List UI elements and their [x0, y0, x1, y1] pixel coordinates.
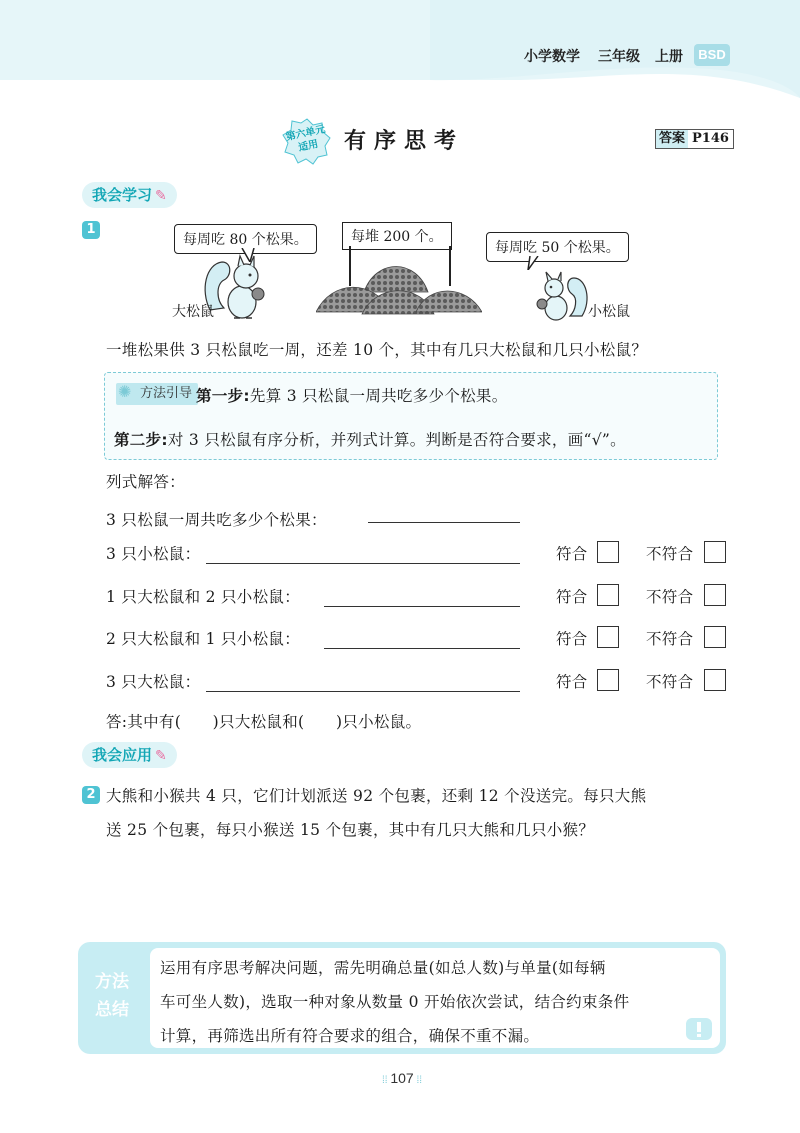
page-title: 有序思考 [344, 129, 465, 154]
edition-badge: BSD [694, 44, 730, 66]
small-squirrel-illustration [530, 268, 590, 324]
option-row-3-not-fit-label: 不符合 [646, 630, 694, 648]
method-summary-line-3: 计算，再筛选出所有符合要求的组合，确保不重不漏。 [160, 1027, 540, 1045]
method-summary-line-1: 运用有序思考解决问题，需先明确总量(如总人数)与单量(如每辆 [160, 959, 606, 977]
option-row-2-label: 1 只大松鼠和 2 只小松鼠： [106, 588, 301, 606]
guide-step-2: 第二步:对 3 只松鼠有序分析，并列式计算。判断是否符合要求，画“√”。 [114, 431, 626, 449]
option-row-3-label: 2 只大松鼠和 1 只小松鼠： [106, 630, 301, 648]
option-row-2-answer-line[interactable] [324, 606, 520, 607]
option-row-3-not-fit-checkbox[interactable] [704, 626, 726, 648]
question-2-line-2: 送 25 个包裹，每只小猴送 15 个包裹，其中有几只大熊和几只小猴？ [106, 821, 595, 839]
section-tag-learn: 我会学习 ✎ [82, 182, 177, 208]
option-row-1-label: 3 只小松鼠： [106, 545, 201, 563]
option-row-2-fit-checkbox[interactable] [597, 584, 619, 606]
option-row-2-fit-label: 符合 [556, 588, 588, 606]
solve-label: 列式解答： [106, 473, 186, 491]
option-row-2-not-fit-label: 不符合 [646, 588, 694, 606]
total-consumption-answer-line[interactable] [368, 522, 520, 523]
option-row-1-answer-line[interactable] [206, 563, 520, 564]
question-1-answer-sentence: 答:其中有( )只大松鼠和( )只小松鼠。 [106, 713, 422, 731]
lightbulb-icon: ✺ [118, 382, 132, 401]
option-row-3-fit-label: 符合 [556, 630, 588, 648]
caption-big-squirrel: 大松鼠 [172, 304, 214, 320]
option-row-1-not-fit-checkbox[interactable] [704, 541, 726, 563]
option-row-4-label: 3 只大松鼠： [106, 673, 201, 691]
exclamation-badge-icon [684, 1016, 714, 1042]
answer-label: 答案 [656, 130, 688, 148]
option-row-3-fit-checkbox[interactable] [597, 626, 619, 648]
method-summary-tag: 方法 总结 [95, 972, 129, 1020]
question-number-1: 1 [82, 221, 100, 239]
pine-cone-piles-illustration [316, 250, 482, 318]
section-tag-apply: 我会应用 ✎ [82, 742, 177, 768]
method-guide-tag: 方法引导 [116, 383, 198, 405]
total-consumption-label: 3 只松鼠一周共吃多少个松果： [106, 511, 327, 529]
pencil-icon: ✎ [155, 188, 167, 204]
page-number-left-ornament: ⁞⁞ [381, 1075, 391, 1086]
option-row-2-not-fit-checkbox[interactable] [704, 584, 726, 606]
pile-sign: 每堆 200 个。 [342, 222, 452, 250]
option-row-1-fit-checkbox[interactable] [597, 541, 619, 563]
option-row-4-fit-checkbox[interactable] [597, 669, 619, 691]
page-number-right-ornament: ⁞⁞ [413, 1075, 423, 1086]
speech-bubble-small-squirrel: 每周吃 50 个松果。 [486, 232, 629, 262]
answer-page: P146 [692, 131, 729, 146]
question-2-line-1: 大熊和小猴共 4 只，它们计划派送 92 个包裹，还剩 12 个没送完。每只大熊 [106, 787, 647, 805]
option-row-4-answer-line[interactable] [206, 691, 520, 692]
method-summary-line-2: 车可坐人数)，选取一种对象从数量 0 开始依次尝试，结合约束条件 [160, 993, 630, 1011]
option-row-3-answer-line[interactable] [324, 648, 520, 649]
option-row-1-not-fit-label: 不符合 [646, 545, 694, 563]
option-row-4-not-fit-label: 不符合 [646, 673, 694, 691]
pencil-icon: ✎ [155, 748, 167, 764]
page-number: ⁞⁞ 107 ⁞⁞ [381, 1070, 423, 1086]
option-row-1-fit-label: 符合 [556, 545, 588, 563]
caption-small-squirrel: 小松鼠 [588, 304, 630, 320]
option-row-4-not-fit-checkbox[interactable] [704, 669, 726, 691]
guide-step-1: 第一步:先算 3 只松鼠一周共吃多少个松果。 [196, 387, 508, 405]
unit-badge-label: 第六单元 适用 [284, 124, 327, 154]
option-row-4-fit-label: 符合 [556, 673, 588, 691]
header-subject: 小学数学 [524, 48, 580, 64]
header-volume: 上册 [655, 48, 683, 64]
header-grade: 三年级 [598, 48, 640, 64]
question-1-text: 一堆松果供 3 只松鼠吃一周，还差 10 个，其中有几只大松鼠和几只小松鼠？ [106, 341, 648, 359]
speech-bubble-big-squirrel: 每周吃 80 个松果。 [174, 224, 317, 254]
question-number-2: 2 [82, 786, 100, 804]
answer-reference [655, 129, 734, 149]
